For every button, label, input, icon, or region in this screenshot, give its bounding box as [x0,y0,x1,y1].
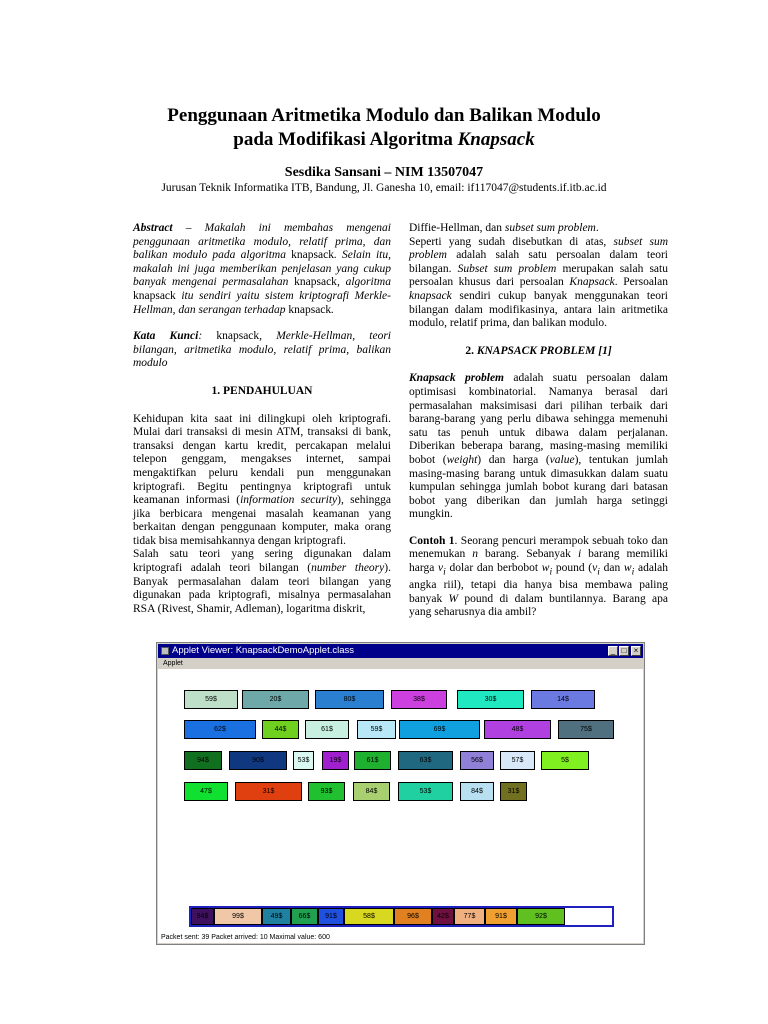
item-box[interactable]: 94$ [184,751,222,770]
paragraph-text: knapsack [409,289,452,302]
keywords-text: : [198,330,217,343]
title-line-2-italic: Knapsack [457,129,535,150]
abstract-label: Abstract [133,222,173,234]
math-var: w [623,562,632,575]
item-box[interactable]: 30$ [457,690,524,709]
sack-item-box[interactable]: 66$ [291,908,318,925]
item-box[interactable]: 63$ [398,751,453,770]
math-sub: i [631,566,635,578]
item-box[interactable]: 31$ [500,782,527,801]
paragraph-text: adalah suatu persoalan dalam optimisasi kombinatorial. Namanya berasal dari permasalahan maksimisasi dari pilihan terbaik dari barang-barang yang perlu dibawa sehingga memenuhi satu tas penuh untuk dibawa dalam perjalanan. Diberikan beberapa barang, masing-masing memiliki bobot ( [409,372,668,466]
affiliation: Jurusan Teknik Informatika ITB, Bandung, Jl. Ganesha 10, email: if117047@students.if.itb.ac.id [161,182,607,194]
paragraph-text: adalah angka riil), tetapi dia hanya bisa membawa paling banyak [409,562,668,605]
paragraph-text: sendiri cukup banyak menggunakan teori bilangan dalam modifikasinya, antara lain aritmetika modulo, relatif prima, dan balikan modulo. [409,289,668,330]
applet-viewer-window [156,642,645,945]
paragraph-text: ), tentukan jumlah masing-masing barang untuk dimasukkan dalam suatu kumpulan sehingga jumlah bobot kurang dari batasan bobot yang diberikan dan jumlah harga setinggi mungkin. [409,453,669,521]
item-box[interactable]: 53$ [398,782,453,801]
sack-item-box[interactable]: 77$ [454,908,485,925]
paragraph-text: subset sum problem [409,235,669,262]
paragraph-text: subset sum problem [504,222,596,234]
sack-item-box[interactable]: 91$ [485,908,517,925]
item-box[interactable]: 19$ [322,751,349,770]
paragraph-text: Salah satu teori yang sering digunakan dalam kriptografi adalah teori bilangan ( [133,548,391,575]
abstract-text: knapsack [291,249,334,262]
knapsack-container [189,906,614,927]
left-column [133,222,391,616]
item-box[interactable]: 93$ [308,782,345,801]
item-box[interactable]: 5$ [541,751,589,770]
math-var: v [592,562,598,575]
math-sub: i [549,566,553,578]
sack-item-box[interactable]: 58$ [344,908,394,925]
example-paragraph [409,535,668,620]
sack-item-box[interactable]: 91$ [318,908,344,925]
keywords-text: knapsack [216,330,260,343]
title-line-1: Penggunaan Aritmetika Modulo dan Balikan Modulo [167,105,601,126]
paragraph [409,236,668,331]
item-box[interactable]: 48$ [484,720,551,739]
menu-applet[interactable]: Applet [163,660,183,667]
item-box[interactable]: 75$ [558,720,614,739]
item-box[interactable]: 61$ [305,720,349,739]
java-icon [161,647,169,655]
paragraph-text: value [549,453,575,466]
item-box[interactable]: 56$ [460,751,494,770]
paragraph-text: Subset sum problem [457,262,557,275]
section-heading-knapsack [409,345,668,359]
author: Sesdika Sansani – NIM 13507047 [284,165,484,180]
paragraph [409,372,668,522]
applet-canvas [158,669,643,943]
item-box[interactable]: 44$ [262,720,299,739]
sack-item-box[interactable]: 94$ [191,908,214,925]
paragraph [133,548,391,616]
paragraph-text: dolar dan berbobot [445,562,542,575]
maximize-icon[interactable]: □ [619,646,629,656]
abstract-text: – Makalah ini membahas mengenai penggunaan aritmetika modulo, relatif prima, dan balikan modulo pada algoritma [133,222,391,262]
paragraph-text: ), sehingga jika berbicara mengenai masalah keamanan yang berkaitan dengan penggunaan komputer, maka orang tidak bisa memisahkannya dengan kriptografi. [133,494,392,547]
title-line-2-prefix: pada Modifikasi Algoritma [233,129,453,150]
paragraph-text: barang memiliki harga [409,548,669,575]
item-box[interactable]: 69$ [399,720,480,739]
right-column [409,222,668,620]
paragraph-text: . Seorang pencuri merampok sebuah toko dan menemukan [409,534,668,561]
paragraph-text: weight [446,453,478,466]
abstract-text: knapsack [294,276,337,289]
item-box[interactable]: 59$ [184,690,238,709]
section-heading-pendahuluan: 1. PENDAHULUAN [211,384,313,397]
paragraph-text: ) dan harga ( [477,453,550,466]
item-box[interactable]: 62$ [184,720,256,739]
item-box[interactable]: 80$ [315,690,384,709]
item-box[interactable]: 61$ [354,751,391,770]
paper-title [0,104,768,152]
paragraph-text: Seperti yang sudah disebutkan di atas, [409,235,614,248]
paragraph-text: number theory [311,562,385,575]
sack-item-box[interactable]: 96$ [394,908,432,925]
title-line-2 [0,128,768,152]
item-box[interactable]: 53$ [293,751,314,770]
keywords [133,330,391,371]
math-var: W [448,592,459,605]
keywords-text: , Merkle-Hellman, teori bilangan, aritmetika modulo, relatif prima, balikan modulo [133,330,391,370]
item-box[interactable]: 31$ [235,782,302,801]
item-box[interactable]: 20$ [242,690,309,709]
abstract [133,222,391,317]
math-var: n [472,548,478,561]
paragraph-text: dan [599,562,624,575]
math-var: i [577,548,582,561]
paragraph [409,222,668,236]
paragraph-text: ). Banyak permasalahan dalam teori bilangan yang digunakan pada kriptografi, misalnya permasalahan RSA (Rivest, Shamir, Adleman), logaritma diskrit, [133,562,391,615]
paragraph-text: merupakan salah satu persoalan khusus dari persoalan [409,262,668,289]
paragraph-text: pound di dalam buntilannya. Barang apa yang seharusnya dia ambil? [409,592,668,619]
paragraph-text: adalah salah satu persoalan dalam teori bilangan. [409,249,668,275]
item-box[interactable]: 90$ [229,751,287,770]
math-var: w [541,562,550,575]
math-var: v [438,562,444,575]
sack-item-box[interactable]: 42$ [432,908,454,925]
abstract-text: knapsack [288,303,332,316]
paragraph-text: pound ( [552,562,593,575]
item-box[interactable]: 47$ [184,782,228,801]
applet-menubar [158,658,643,669]
minimize-icon[interactable]: _ [608,646,618,656]
paragraph-text: Knapsack [569,276,615,289]
keywords-label: Kata Kunci [133,330,199,343]
abstract-text: . [331,303,335,316]
item-box[interactable]: 59$ [357,720,396,739]
paragraph-text: barang. Sebanyak [477,548,578,561]
section-number: 2. [465,344,477,357]
applet-titlebar[interactable] [158,644,643,658]
paragraph-text: Diffie-Hellman, dan [409,222,505,234]
paragraph-text: information security [240,494,338,507]
close-icon[interactable]: × [631,646,641,656]
item-box[interactable]: 84$ [460,782,494,801]
paragraph-text: . [595,222,599,234]
math-sub: i [443,566,446,578]
example-label: Contoh 1 [409,534,455,547]
section-title: KNAPSACK PROBLEM [1] [476,344,612,357]
abstract-text: itu sendiri yaitu sistem kriptografi Merkle-Hellman, dan serangan terhadap [133,289,391,316]
sack-item-box[interactable]: 92$ [517,908,565,925]
paragraph-text: . Persoalan [614,276,668,289]
paragraph-text: Kehidupan kita saat ini dilingkupi oleh kriptografi. Mulai dari transaksi di mesin ATM, transaksi di bank, transaksi dengan kartu kredit, percakapan melalui telepon genggam, mengakses internet, sampai mengaktifkan peluru kendali pun menggunakan kriptografi. Begitu pentingnya kriptografi untuk keamanan informasi ( [133,412,391,507]
abstract-text: , algoritma [336,276,391,289]
applet-title: Applet Viewer: KnapsackDemoApplet.class [172,645,355,656]
paragraph [133,413,391,549]
sack-item-box[interactable]: 99$ [214,908,262,925]
abstract-text: . Selain itu, makalah ini juga memberikan penjelasan yang cukup banyak mengenai permasalahan [133,249,391,289]
item-box[interactable]: 38$ [391,690,447,709]
paragraph-text: Knapsack problem [409,372,504,385]
status-text: Packet sent: 39 Packet arrived: 10 Maximal value: 600 [161,934,330,941]
item-box[interactable]: 57$ [500,751,535,770]
item-box[interactable]: 84$ [353,782,390,801]
sack-item-box[interactable]: 49$ [262,908,291,925]
item-box[interactable]: 14$ [531,690,595,709]
math-sub: i [597,566,600,578]
abstract-text: knapsack [133,289,176,302]
